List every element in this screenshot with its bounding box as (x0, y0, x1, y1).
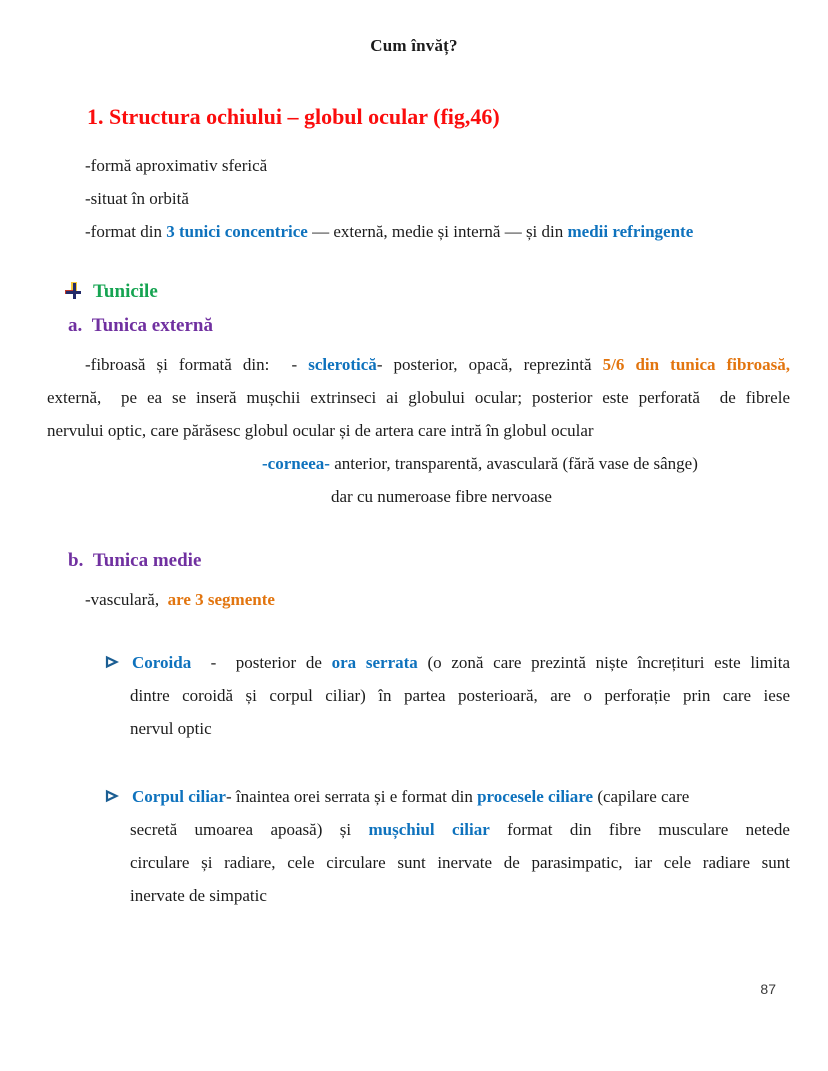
body-line-vasculara (85, 583, 790, 616)
colored-cross-bullet-icon (65, 282, 82, 299)
text-segment: -vasculară, (85, 590, 168, 609)
text-segment: inervate de simpatic (130, 886, 267, 905)
text-segment: secretă umoarea apoasă) și (130, 820, 369, 839)
body-line-nervul-optic (130, 712, 790, 745)
text-segment: (capilare care (593, 787, 690, 806)
text-segment: mușchiul ciliar (368, 820, 490, 839)
body-line-dintre (130, 679, 790, 712)
body-line-circulare (130, 846, 790, 879)
text-segment: 3 tunici concentrice (166, 222, 308, 241)
body-line-forma (85, 149, 790, 182)
text-segment: -corneea- (262, 454, 330, 473)
text-segment: -situat în orbită (85, 189, 189, 208)
text-segment: nervului optic, care părăsesc globul ocular și de artera care intră în globul ocular (47, 421, 594, 440)
text-segment: are 3 segmente (167, 590, 275, 609)
text-segment: - posterior, opacă, reprezintă (376, 355, 603, 374)
body-line-inervate (130, 879, 790, 912)
subheading-tunica-externa (68, 309, 790, 343)
text-segment: nervul optic (130, 719, 212, 738)
text-segment: -format din (85, 222, 167, 241)
right-arrowhead-bullet-icon (105, 655, 119, 669)
text-segment: 1. Structura ochiului – globul ocular (fig,46) (87, 104, 500, 129)
bullet-item-corpul-ciliar (105, 780, 790, 813)
section-heading-tunicile (65, 275, 790, 309)
document-content (47, 56, 790, 912)
body-line-dar-cu (331, 480, 790, 513)
text-segment: circulare și radiare, cele circulare sunt inervate de parasimpatic, iar cele radiare sunt (130, 853, 790, 872)
page-number: 87 (760, 981, 776, 997)
text-segment: procesele ciliare (477, 787, 594, 806)
body-line-situat (85, 182, 790, 215)
body-line-externa (47, 381, 790, 414)
body-line-fibroasa (85, 348, 790, 381)
text-segment: format din fibre musculare netede (489, 820, 790, 839)
text-segment: Tunicile (93, 281, 158, 302)
body-line-nervului (47, 414, 790, 447)
text-segment: Coroida (132, 653, 192, 672)
right-arrowhead-bullet-icon (105, 789, 119, 803)
text-segment: anterior, transparentă, avasculară (fără vase de sânge) (329, 454, 698, 473)
text-segment: -formă aproximativ sferică (85, 156, 268, 175)
text-segment: b. Tunica medie (68, 550, 202, 571)
body-line-secreta (130, 813, 790, 846)
text-segment: ora serrata (331, 653, 418, 672)
text-segment: sclerotică (308, 355, 377, 374)
body-line-format-din (85, 215, 790, 248)
text-segment: medii refringente (567, 222, 694, 241)
text-segment: dintre coroidă și corpul ciliar) în partea posterioară, are o perforație prin care iese (130, 686, 790, 705)
text-segment: - posterior de (191, 653, 332, 672)
body-line-corneea (262, 447, 790, 480)
bullet-item-coroida (105, 646, 790, 679)
text-segment: 5/6 din tunica fibroasă, (602, 355, 791, 374)
text-segment: externă, pe ea se inseră mușchii extrinseci ai globului ocular; posterior este perforată de fibrele (47, 388, 790, 407)
page-header-title: Cum învăț? (370, 36, 458, 55)
text-segment: a. Tunica externă (68, 315, 213, 336)
text-segment: Corpul ciliar (132, 787, 226, 806)
text-segment: - înaintea orei serrata și e format din (225, 787, 478, 806)
text-segment: — externă, medie și internă — și din (307, 222, 568, 241)
subheading-tunica-medie (68, 544, 790, 578)
doc-title (87, 102, 790, 132)
text-segment: dar cu numeroase fibre nervoase (331, 487, 552, 506)
text-segment: (o zonă care prezintă niște încrețituri este limita (417, 653, 790, 672)
text-segment: -fibroasă și formată din: - (85, 355, 309, 374)
